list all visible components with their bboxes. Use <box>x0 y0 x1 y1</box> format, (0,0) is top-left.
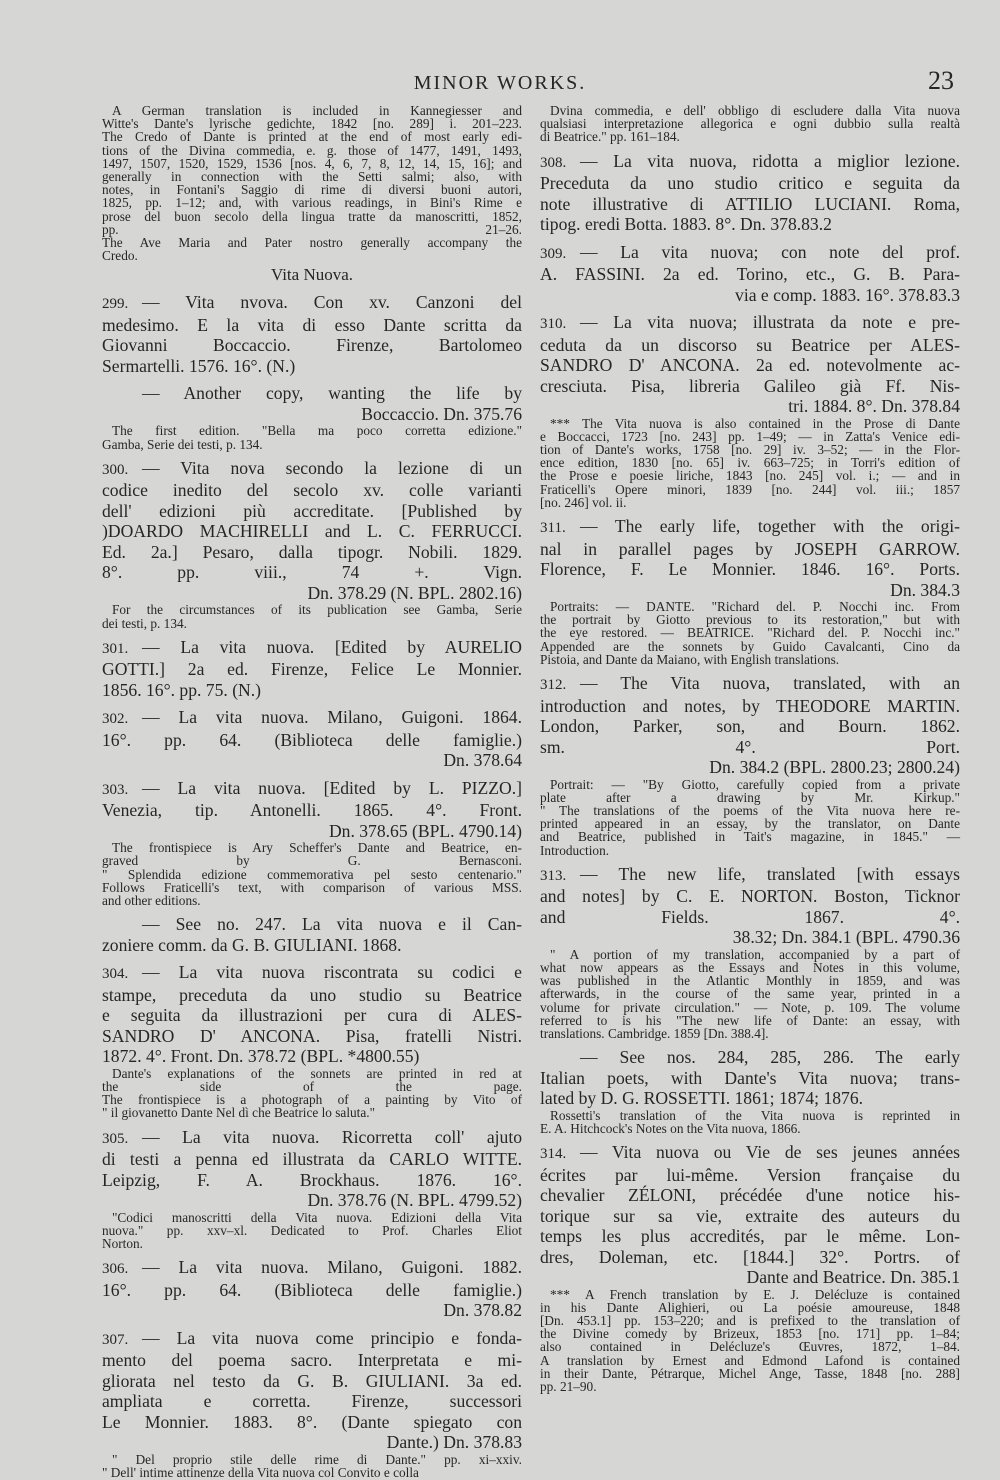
entry-text: and notes] by C. E. NORTON. Boston, Ticknor <box>540 886 960 907</box>
catalog-entry <box>102 1328 522 1453</box>
entry-line <box>540 312 960 335</box>
entry-text: Leipzig, F. A. Brockhaus. 1876. 16°. <box>102 1169 522 1190</box>
entry-line <box>540 516 960 539</box>
note-line: The first edition. "Bella ma poco corretta edizione." <box>112 423 522 439</box>
catalog-entry <box>540 864 960 948</box>
entry-text: Dante and Beatrice. Dn. 385.1 <box>746 1267 960 1288</box>
note-line: generally in connection with the Setti salmi; also, with <box>102 169 522 185</box>
bibliographic-note <box>102 841 522 907</box>
note-line: ence edition, 1830 [no. 65] iv. 663–725; in Torri's edition of <box>540 455 960 471</box>
entry-line <box>102 356 522 377</box>
note-line: printed appeared in an essay, by the translator, on Dante <box>540 816 960 832</box>
entry-text: — See nos. 284, 285, 286. The early <box>580 1047 960 1068</box>
entry-text: 38.32; Dn. 384.1 (BPL. 4790.36 <box>732 927 960 948</box>
note-line: The frontispiece is a photograph of a painting by Vito of <box>102 1092 522 1108</box>
entry-line <box>102 730 522 751</box>
catalog-entry <box>540 1047 960 1109</box>
entry-line <box>102 383 522 404</box>
entry-line <box>540 396 960 417</box>
note-line: also contained in Delécluze's Œuvres, 1872, 1–84. <box>540 1339 960 1355</box>
entry-text: — La vita nuova riscontrata su codici e <box>142 962 522 983</box>
note-line: Dante's explanations of the sonnets are printed in red at <box>112 1065 522 1081</box>
note-line: " A portion of my translation, accompanied by a part of <box>550 946 960 962</box>
entry-number: 302. <box>102 711 129 728</box>
entry-text: Dn. 384.3 <box>890 579 960 600</box>
note-line: Fraticelli's Opere minori, 1839 [no. 244] vol. iii.; 1857 <box>540 481 960 497</box>
entry-line <box>102 1300 522 1321</box>
entry-text: Venezia, tip. Antonelli. 1865. 4°. Front. <box>102 800 522 821</box>
bibliographic-note <box>540 948 960 1040</box>
entry-line <box>540 355 960 376</box>
note-line: 1825, pp. 1–12; and, with various readings, in Bini's Rime e <box>102 195 522 211</box>
entry-text: 1856. 16°. pp. 75. (N.) <box>102 679 262 700</box>
entry-line <box>540 173 960 194</box>
entry-text: — The new life, translated [with essays <box>580 863 960 884</box>
entry-text: note illustrative di ATTILIO LUCIANI. Roma, <box>540 193 960 214</box>
entry-line <box>102 1371 522 1392</box>
entry-line <box>102 1257 522 1280</box>
entry-number: 299. <box>102 296 129 313</box>
entry-line <box>102 1170 522 1191</box>
entry-text: temps les plus accredités, par le même. Lon- <box>540 1226 960 1247</box>
entry-text: medesimo. E la vita di esso Dante scritta da <box>102 314 522 335</box>
entry-line <box>540 376 960 397</box>
entry-line <box>102 404 522 425</box>
entry-line <box>102 1005 522 1026</box>
note-line: For the circumstances of its publication see Gamba, Serie <box>112 602 522 618</box>
entry-text: 1872. 4°. Front. Dn. 378.72 (BPL. *4800.55) <box>102 1046 420 1067</box>
bibliographic-note <box>540 778 960 857</box>
note-line: pp. 21–90. <box>540 1379 597 1395</box>
bibliographic-note <box>540 417 960 509</box>
entry-text: di testi a penna ed illustrata da CARLO WITTE. <box>102 1149 522 1170</box>
entry-line <box>102 1026 522 1047</box>
entry-text: Dn. 378.29 (N. BPL. 2802.16) <box>307 582 522 603</box>
entry-text: Italian poets, with Dante's Vita nuova; trans- <box>540 1067 960 1088</box>
note-line: Credo. <box>102 248 138 264</box>
note-line: pp. 21–26. <box>102 221 522 237</box>
entry-text: écrites par lui-même. Version française du <box>540 1164 960 1185</box>
entry-number: 312. <box>540 677 567 694</box>
note-line: dei testi, p. 134. <box>102 615 187 631</box>
catalog-entry <box>540 516 960 600</box>
entry-line <box>540 757 960 778</box>
entry-text: tri. 1884. 8°. Dn. 378.84 <box>788 396 960 417</box>
note-line: " Splendida edizione commemorativa pel sesto centenario." <box>102 866 522 882</box>
note-line: referred to is his "The new life of Dante: an essay, with <box>540 1012 960 1028</box>
entry-line <box>102 935 522 956</box>
entry-text: — La vita nuova; illustrata da note e pre- <box>580 312 960 333</box>
entry-number: 300. <box>102 461 129 478</box>
entry-line <box>540 1165 960 1186</box>
note-line: The Ave Maria and Pater nostro generally accompany the <box>102 235 522 251</box>
entry-line <box>540 886 960 907</box>
entry-line <box>540 1267 960 1288</box>
note-line: A German translation is included in Kannegiesser and <box>112 103 522 118</box>
note-line: afterwards, in the course of the same year, printed in a <box>540 986 960 1002</box>
bibliographic-note <box>540 1109 960 1135</box>
bibliographic-note <box>102 1453 522 1479</box>
entry-number: 310. <box>540 316 567 333</box>
note-line: The Credo of Dante is printed at the end of most early edi- <box>102 129 522 145</box>
entry-text: — The Vita nuova, translated, with an <box>580 673 960 694</box>
note-line: *** A French translation by E. J. Delécluze is contained <box>550 1286 960 1302</box>
entry-text: Florence, F. Le Monnier. 1846. 16°. Ports. <box>540 559 960 580</box>
entry-line <box>540 927 960 948</box>
entry-line <box>102 1412 522 1433</box>
note-line: *** The Vita nuova is also contained in the Prose di Dante <box>550 415 960 431</box>
entry-text: Sermartelli. 1576. 16°. (N.) <box>102 355 296 376</box>
entry-text: Dn. 378.82 <box>443 1300 522 1321</box>
note-line: "Codici manoscritti della Vita nuova. Edizioni della Vita <box>112 1209 522 1225</box>
entry-text: — Another copy, wanting the life by <box>142 383 522 404</box>
note-line: e Boccacci, 1723 [no. 243] pp. 1–49; — in Zatta's Venice edi- <box>540 428 960 444</box>
entry-line <box>102 985 522 1006</box>
entry-text: — See no. 247. La vita nuova e il Can- <box>142 914 522 935</box>
note-line: tions of the Divina commedia, e. g. those of 1477, 1491, 1493, <box>102 142 522 158</box>
note-line: volume for private circulation." — Note, p. 109. The volume <box>540 999 960 1015</box>
entry-line <box>540 194 960 215</box>
entry-line <box>102 292 522 315</box>
catalog-entry <box>102 914 522 955</box>
note-line: Portrait: — "By Giotto, carefully copied from a private <box>550 776 960 792</box>
entry-text: — La vita nuova. [Edited by AURELIO <box>142 636 522 657</box>
note-line: qualsiasi interpretazione allegorica e ogni dubbio sulla realtà <box>540 116 960 132</box>
catalog-entry <box>102 707 522 771</box>
right-column <box>540 104 960 1393</box>
entry-line <box>540 264 960 285</box>
entry-number: 304. <box>102 966 129 983</box>
entry-line <box>102 1391 522 1412</box>
entry-text: — La vita nuova, ridotta a miglior lezione. <box>580 150 960 171</box>
entry-text: chevalier ZÉLONI, précédée d'une notice his- <box>540 1185 960 1206</box>
catalog-entry <box>102 458 522 604</box>
entry-line <box>540 580 960 601</box>
entry-text: 8°. pp. viii., 74 +. Vign. <box>102 562 522 583</box>
entry-number: 308. <box>540 154 567 171</box>
entry-text: SANDRO D' ANCONA. Pisa, fratelli Nistri. <box>102 1025 522 1046</box>
entry-line <box>540 151 960 174</box>
entry-line <box>102 750 522 771</box>
entry-line <box>102 1149 522 1170</box>
catalog-entry <box>102 778 522 842</box>
entry-text: — La vita nuova. Milano, Guigoni. 1864. <box>142 707 522 728</box>
note-line: the eye restored. — BEATRICE. "Richard del. P. Nocchi inc." <box>540 625 960 641</box>
entry-number: 313. <box>540 867 567 884</box>
left-column <box>102 104 522 1479</box>
entry-text: dell' edizioni più accreditate. [Published by <box>102 500 522 521</box>
entry-text: codice inedito del secolo xv. colle varianti <box>102 480 522 501</box>
entry-text: nal in parallel pages by JOSEPH GARROW. <box>540 538 960 559</box>
catalog-entry <box>102 292 522 376</box>
entry-line <box>540 1047 960 1068</box>
entry-text: — Vita nvova. Con xv. Canzoni del <box>142 292 522 313</box>
entry-text: — Vita nova secondo la lezione di un <box>142 457 522 478</box>
entry-text: introduction and notes, by THEODORE MARTIN. <box>540 695 960 716</box>
bibliographic-note <box>540 1288 960 1394</box>
entry-line <box>540 1142 960 1165</box>
note-line: Portraits: — DANTE. "Richard del. P. Nocchi inc. From <box>550 599 960 615</box>
entry-line <box>540 1068 960 1089</box>
note-line: tion of Dante's works, 1758 [no. 29] iv. 3–52; — in the Flor- <box>540 442 960 458</box>
entry-text: cresciuta. Pisa, libreria Galileo già Ff. Nis- <box>540 375 960 396</box>
note-line: Gamba, Serie dei testi, p. 134. <box>102 436 263 452</box>
entry-text: — The early life, together with the origi- <box>580 516 960 537</box>
entry-line <box>540 737 960 758</box>
bibliographic-note <box>102 1211 522 1251</box>
entry-line <box>540 214 960 235</box>
entry-line <box>102 583 522 604</box>
entry-line <box>102 914 522 935</box>
entry-line <box>540 864 960 887</box>
page-number: 23 <box>928 66 954 95</box>
entry-number: 314. <box>540 1146 567 1163</box>
note-line: the Prose e poesie liriche, 1843 [no. 245] vol. i.; — and in <box>540 468 960 484</box>
entry-line <box>540 907 960 928</box>
entry-text: stampe, preceduta da uno studio su Beatrice <box>102 984 522 1005</box>
entry-line <box>102 659 522 680</box>
entry-text: Dn. 378.65 (BPL. 4790.14) <box>328 820 522 841</box>
entry-text: — Vita nuova ou Vie de ses jeunes années <box>580 1142 960 1163</box>
note-line: plate after a drawing by Mr. Kirkup." <box>540 789 960 805</box>
entry-line <box>102 778 522 801</box>
entry-text: — La vita nuova. Ricorretta coll' ajuto <box>142 1126 522 1147</box>
entry-line <box>540 716 960 737</box>
bibliographic-note <box>102 424 522 450</box>
entry-text: gliorata nel testo da G. B. GIULIANI. 3a ed. <box>102 1370 522 1391</box>
bibliographic-note <box>540 600 960 666</box>
entry-line <box>102 1046 522 1067</box>
catalog-entry <box>102 637 522 701</box>
note-line: [no. 246] vol. ii. <box>540 494 627 510</box>
entry-text: Giovanni Boccaccio. Firenze, Bartolomeo <box>102 335 522 356</box>
entry-line <box>540 1088 960 1109</box>
entry-text: — La vita nuova. Milano, Guigoni. 1882. <box>142 1257 522 1278</box>
catalog-entry <box>540 242 960 306</box>
entry-line <box>102 521 522 542</box>
entry-number: 309. <box>540 245 567 262</box>
entry-line <box>102 800 522 821</box>
entry-line <box>540 335 960 356</box>
entry-line <box>540 242 960 265</box>
entry-text: zoniere comm. da G. B. GIULIANI. 1868. <box>102 934 402 955</box>
note-line: Rossetti's translation of the Vita nuova is reprinted in <box>550 1107 960 1123</box>
entry-line <box>102 542 522 563</box>
entry-line <box>540 285 960 306</box>
note-line: Dvina commedia, e dell' obbligo di escludere dalla Vita nuova <box>550 103 960 118</box>
note-line: " Dell' intime attinenze della Vita nuova col Convito e colla <box>102 1464 419 1480</box>
entry-line <box>540 696 960 717</box>
entry-line <box>102 1127 522 1150</box>
entry-line <box>102 458 522 481</box>
catalog-entry <box>540 312 960 417</box>
note-line: in their Dante, Pétrarque, Michel Ange, Tasse, 1848 [no. 288] <box>540 1365 960 1381</box>
catalog-entry <box>540 151 960 235</box>
entry-line <box>102 962 522 985</box>
note-line: Witte's Dante's lyrische gedichte, 1842 [no. 289] i. 201–223. <box>102 116 522 132</box>
entry-text: ampliata e corretta. Firenze, successori <box>102 1391 522 1412</box>
note-line: A translation by Ernest and Edmond Lafond is contained <box>540 1352 960 1368</box>
bibliographic-note <box>102 1067 522 1120</box>
note-line: The frontispiece is Ary Scheffer's Dante and Beatrice, en- <box>112 840 522 856</box>
entry-text: GOTTI.] 2a ed. Firenze, Felice Le Monnier. <box>102 659 522 680</box>
entry-number: 303. <box>102 781 129 798</box>
bibliographic-note <box>102 104 522 262</box>
catalog-entry <box>102 1257 522 1321</box>
entry-text: mento del poema sacro. Interpretata e mi- <box>102 1350 522 1371</box>
note-line: was published in the Atlantic Monthly in 1859, and was <box>540 973 960 989</box>
entry-line <box>102 821 522 842</box>
entry-number: 305. <box>102 1130 129 1147</box>
note-line: di Beatrice." pp. 161–184. <box>540 129 680 145</box>
section-heading: Vita Nuova. <box>270 265 354 285</box>
note-line: " Del proprio stile delle rime di Dante." pp. xi–xxiv. <box>112 1451 522 1467</box>
note-line: the side of the page. <box>102 1078 522 1094</box>
entry-text: London, Parker, son, and Bourn. 1862. <box>540 716 960 737</box>
entry-text: Dn. 378.76 (N. BPL. 4799.52) <box>307 1190 522 1211</box>
entry-line <box>102 315 522 336</box>
entry-text: SANDRO D' ANCONA. 2a ed. notevolmente ac- <box>540 355 960 376</box>
note-line: in his Dante Alighieri, ou La poésie amoureuse, 1848 <box>540 1299 960 1315</box>
note-line: the portrait by Giotto previous to its restoration," but with <box>540 612 960 628</box>
entry-text: Le Monnier. 1883. 8°. (Dante spiegato con <box>102 1411 522 1432</box>
entry-line <box>102 501 522 522</box>
entry-text: Preceduta da uno studio critico e seguita da <box>540 173 960 194</box>
entry-line <box>102 1328 522 1351</box>
entry-line <box>102 680 522 701</box>
entry-line <box>102 637 522 660</box>
note-line: the Divine comedy by Brizeux, 1853 [no. 171] pp. 1–84; <box>540 1326 960 1342</box>
entry-line <box>540 1185 960 1206</box>
entry-text: — La vita nuova come principio e fonda- <box>142 1327 522 1348</box>
note-line: E. A. Hitchcock's Notes on the Vita nuova, 1866. <box>540 1120 801 1136</box>
entry-text: — La vita nuova. [Edited by L. PIZZO.] <box>142 777 522 798</box>
entry-line <box>102 562 522 583</box>
entry-line <box>540 673 960 696</box>
note-line: translations. Cambridge. 1859 [Dn. 388.4]. <box>540 1025 769 1041</box>
entry-number: 311. <box>540 520 566 537</box>
entry-text: 16°. pp. 64. (Biblioteca delle famiglie.) <box>102 1279 522 1300</box>
entry-line <box>102 707 522 730</box>
entry-line <box>102 1190 522 1211</box>
entry-text: Ed. 2a.] Pesaro, dalla tipogr. Nobili. 1829. <box>102 541 522 562</box>
bibliographic-note <box>540 104 960 144</box>
note-line: Pistoia, and Dante da Maiano, with English translations. <box>540 651 840 667</box>
note-line: Follows Fraticelli's text, with comparison of various MSS. <box>102 879 522 895</box>
entry-text: dres, Doleman, etc. [1844.] 32°. Portrs. of <box>540 1246 960 1267</box>
entry-text: 16°. pp. 64. (Biblioteca delle famiglie.) <box>102 729 522 750</box>
entry-line <box>540 1226 960 1247</box>
catalog-entry <box>540 1142 960 1288</box>
entry-line <box>540 1206 960 1227</box>
catalog-entry <box>102 1127 522 1211</box>
note-line: and other editions. <box>102 893 201 909</box>
note-line: and Beatrice, published in Tait's magazine, in 1845." — <box>540 829 960 845</box>
entry-line <box>102 1432 522 1453</box>
running-head: MINOR WORKS. <box>413 72 587 94</box>
entry-line <box>540 1247 960 1268</box>
note-line: graved by G. Bernasconi. <box>102 853 522 869</box>
note-line: prose del buon secolo della lingua tratte da manoscritti, 1852, <box>102 208 522 224</box>
note-line: Norton. <box>102 1235 143 1251</box>
note-line: Introduction. <box>540 842 610 858</box>
entry-line <box>540 559 960 580</box>
note-line: 1497, 1507, 1520, 1529, 1536 [nos. 4, 6, 7, 8, 12, 14, 15, 16]; and <box>102 155 522 171</box>
catalog-entry <box>102 962 522 1067</box>
entry-text: Dn. 378.64 <box>443 750 522 771</box>
note-line: notes, in Fontani's Saggio di rime di diversi buoni autori, <box>102 182 522 198</box>
note-line: Appended are the sonnets by Guido Cavalcanti, Cino da <box>540 638 960 654</box>
entry-number: 301. <box>102 640 129 657</box>
entry-text: Dn. 384.2 (BPL. 2800.23; 2800.24) <box>709 757 960 778</box>
entry-text: e seguita da illustrazioni per cura di ALES- <box>102 1005 522 1026</box>
entry-text: Dante.) Dn. 378.83 <box>386 1432 522 1453</box>
note-line: [Dn. 453.1] pp. 153–220; and is prefixed to the translation of <box>540 1313 960 1328</box>
entry-text: lated by D. G. ROSSETTI. 1861; 1874; 1876. <box>540 1088 864 1109</box>
entry-line <box>102 1280 522 1301</box>
catalog-entry <box>102 383 522 424</box>
entry-text: torique sur sa vie, extraite des auteurs du <box>540 1205 960 1226</box>
entry-text: and Fields. 1867. 4°. <box>540 906 960 927</box>
entry-text: via e comp. 1883. 16°. 378.83.3 <box>735 284 960 305</box>
entry-text: — La vita nuova; con note del prof. <box>580 241 960 262</box>
entry-line <box>102 335 522 356</box>
note-line: nuova." pp. xxv–xl. Dedicated to Prof. Charles Eliot <box>102 1222 522 1238</box>
entry-text: sm. 4°. Port. <box>540 736 960 757</box>
bibliographic-note <box>102 603 522 629</box>
catalog-entry <box>540 673 960 778</box>
note-line: " The translations of the poems of the Vita nuova here re- <box>540 802 960 818</box>
entry-number: 307. <box>102 1331 129 1348</box>
entry-text: A. FASSINI. 2a ed. Torino, etc., G. B. Para- <box>540 264 960 285</box>
entry-line <box>102 1350 522 1371</box>
entry-number: 306. <box>102 1261 129 1278</box>
entry-line <box>540 539 960 560</box>
entry-line <box>102 480 522 501</box>
note-line: " il giovanetto Dante Nel dì che Beatrice lo saluta." <box>102 1105 376 1121</box>
entry-text: ceduta da un discorso su Beatrice per ALES- <box>540 334 960 355</box>
note-line: what now appears as the Essays and Notes in this volume, <box>540 959 960 975</box>
entry-text: )DOARDO MACHIRELLI and L. C. FERRUCCI. <box>102 521 522 542</box>
entry-text: Boccaccio. Dn. 375.76 <box>361 403 522 424</box>
entry-text: tipog. eredi Botta. 1883. 8°. Dn. 378.83.2 <box>540 214 832 235</box>
